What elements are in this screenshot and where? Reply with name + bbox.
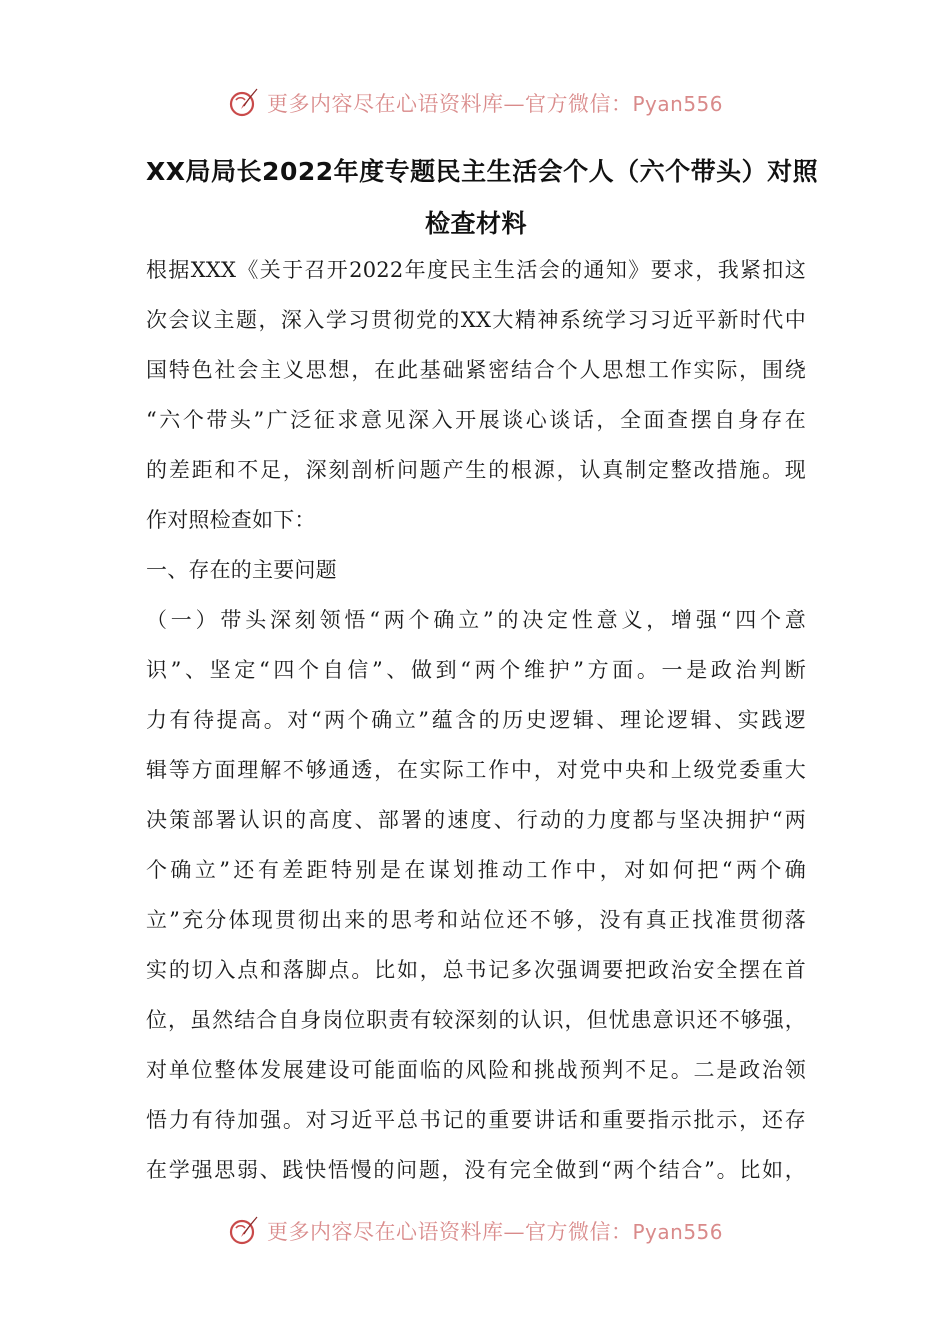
quill-logo-icon [227, 1214, 261, 1248]
body-line: 决策部署认识的高度、部署的速度、行动的力度都与坚决拥护“两 [146, 808, 806, 832]
body-line: “六个带头”广泛征求意见深入开展谈心谈话，全面查摆自身存在 [146, 408, 806, 432]
body-line: 位，虽然结合自身岗位职责有较深刻的认识，但忧患意识还不够强， [146, 1008, 806, 1032]
body-line: 根据XXX《关于召开2022年度民主生活会的通知》要求，我紧扣这 [146, 258, 806, 282]
body-line: 悟力有待加强。对习近平总书记的重要讲话和重要指示批示，还存 [146, 1108, 806, 1132]
section-heading: 一、存在的主要问题 [146, 558, 337, 582]
quill-logo-icon [227, 86, 261, 120]
footer-watermark [0, 1211, 950, 1251]
watermark-text: 更多内容尽在心语资料库—官方微信：Pyan556 [266, 1220, 723, 1244]
body-line: 力有待提高。对“两个确立”蕴含的历史逻辑、理论逻辑、实践逻 [146, 708, 806, 732]
body-line: 实的切入点和落脚点。比如，总书记多次强调要把政治安全摆在首 [146, 958, 806, 982]
document-title-line-2: 检查材料 [424, 209, 527, 238]
body-line: 识”、坚定“四个自信”、做到“两个维护”方面。一是政治判断 [146, 658, 806, 682]
body-line: 对单位整体发展建设可能面临的风险和挑战预判不足。二是政治领 [146, 1058, 806, 1082]
watermark-wechat-id: Pyan556 [632, 1220, 723, 1244]
document-title-line-1: XX局局长2022年度专题民主生活会个人（六个带头）对照 [146, 157, 819, 186]
body-line: 的差距和不足，深刻剖析问题产生的根源，认真制定整改措施。现 [146, 458, 806, 482]
body-line: 个确立”还有差距特别是在谋划推动工作中，对如何把“两个确 [146, 858, 806, 882]
header-watermark [0, 83, 950, 123]
watermark-text: 更多内容尽在心语资料库—官方微信：Pyan556 [266, 92, 723, 116]
body-line: （一）带头深刻领悟“两个确立”的决定性意义，增强“四个意 [146, 608, 806, 632]
body-line: 辑等方面理解不够通透，在实际工作中，对党中央和上级党委重大 [146, 758, 806, 782]
body-line: 次会议主题，深入学习贯彻党的XX大精神系统学习习近平新时代中 [146, 308, 806, 332]
watermark-wechat-id: Pyan556 [632, 92, 723, 116]
body-line: 作对照检查如下： [146, 508, 316, 532]
body-line: 立”充分体现贯彻出来的思考和站位还不够，没有真正找准贯彻落 [146, 908, 806, 932]
body-line: 国特色社会主义思想，在此基础紧密结合个人思想工作实际，围绕 [146, 358, 806, 382]
body-line: 在学强思弱、践快悟慢的问题，没有完全做到“两个结合”。比如， [146, 1158, 806, 1182]
